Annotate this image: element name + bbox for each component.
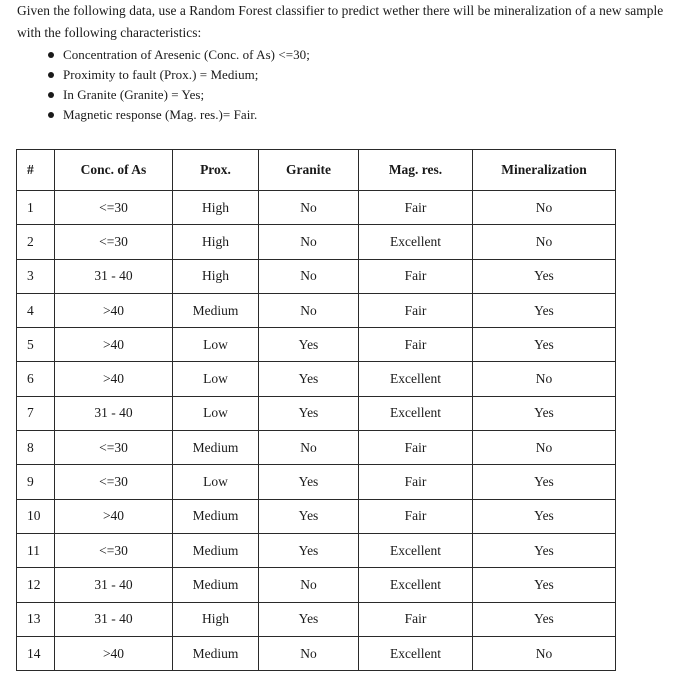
table-cell: >40 <box>55 328 173 362</box>
table-row <box>17 362 616 396</box>
table-cell: Low <box>173 396 259 430</box>
table-cell: Yes <box>473 499 616 533</box>
table-cell: No <box>473 362 616 396</box>
table-cell: Medium <box>173 568 259 602</box>
table-cell: 13 <box>17 602 55 636</box>
table-cell: Fair <box>359 293 473 327</box>
table-cell: 9 <box>17 465 55 499</box>
bullet-item: Magnetic response (Mag. res.)= Fair. <box>48 105 685 125</box>
header-cell: Mineralization <box>473 150 616 191</box>
table-cell: 31 - 40 <box>55 568 173 602</box>
table-row <box>17 499 616 533</box>
table-cell: 3 <box>17 259 55 293</box>
table-cell: No <box>259 293 359 327</box>
table-cell: Yes <box>473 465 616 499</box>
table-cell: 2 <box>17 225 55 259</box>
table-cell: Excellent <box>359 636 473 670</box>
table-cell: Medium <box>173 293 259 327</box>
table-cell: Excellent <box>359 362 473 396</box>
table-cell: No <box>473 636 616 670</box>
table-cell: Medium <box>173 636 259 670</box>
table-cell: Yes <box>473 328 616 362</box>
table-cell: Low <box>173 362 259 396</box>
table-row <box>17 465 616 499</box>
table-cell: 11 <box>17 533 55 567</box>
table-cell: No <box>473 225 616 259</box>
table-cell: 4 <box>17 293 55 327</box>
table-cell: Excellent <box>359 396 473 430</box>
table-cell: Yes <box>473 568 616 602</box>
table-cell: >40 <box>55 362 173 396</box>
table-body <box>17 191 616 671</box>
table-row <box>17 602 616 636</box>
table-cell: 14 <box>17 636 55 670</box>
table-cell: Yes <box>473 533 616 567</box>
table-cell: >40 <box>55 636 173 670</box>
table-cell: High <box>173 259 259 293</box>
table-cell: Fair <box>359 259 473 293</box>
table-row <box>17 293 616 327</box>
table-cell: High <box>173 225 259 259</box>
header-cell: Conc. of As <box>55 150 173 191</box>
table-cell: No <box>259 636 359 670</box>
table-cell: Excellent <box>359 568 473 602</box>
table-cell: No <box>473 191 616 225</box>
table-cell: 31 - 40 <box>55 259 173 293</box>
table-row <box>17 396 616 430</box>
table-cell: No <box>259 225 359 259</box>
data-table <box>16 149 616 671</box>
intro-paragraph: Given the following data, use a Random Forest classifier to predict wether there will be mineralization of a new sample with the following characteristics: <box>17 3 664 40</box>
table-cell: Fair <box>359 499 473 533</box>
table-cell: Fair <box>359 465 473 499</box>
table-cell: 6 <box>17 362 55 396</box>
table-row <box>17 568 616 602</box>
table-cell: 7 <box>17 396 55 430</box>
table-row <box>17 328 616 362</box>
table-cell: Low <box>173 465 259 499</box>
table-cell: 1 <box>17 191 55 225</box>
table-cell: Fair <box>359 191 473 225</box>
table-cell: >40 <box>55 293 173 327</box>
characteristics-list <box>17 45 685 125</box>
table-cell: Yes <box>259 328 359 362</box>
bullet-item: In Granite (Granite) = Yes; <box>48 85 685 105</box>
table-cell: Yes <box>473 259 616 293</box>
table-cell: <=30 <box>55 533 173 567</box>
table-cell: Excellent <box>359 225 473 259</box>
table-cell: Yes <box>473 396 616 430</box>
table-header-row <box>17 150 616 191</box>
header-cell: Prox. <box>173 150 259 191</box>
table-cell: <=30 <box>55 225 173 259</box>
table-cell: 10 <box>17 499 55 533</box>
table-cell: Yes <box>473 602 616 636</box>
table-cell: Yes <box>259 602 359 636</box>
table-row <box>17 259 616 293</box>
table-cell: Yes <box>259 465 359 499</box>
table-row <box>17 431 616 465</box>
table-cell: Medium <box>173 499 259 533</box>
table-row <box>17 225 616 259</box>
table-cell: 31 - 40 <box>55 602 173 636</box>
table-cell: No <box>259 568 359 602</box>
table-cell: No <box>259 191 359 225</box>
table-cell: Fair <box>359 602 473 636</box>
table-cell: Medium <box>173 431 259 465</box>
table-cell: Medium <box>173 533 259 567</box>
table-cell: Yes <box>259 533 359 567</box>
table-cell: High <box>173 602 259 636</box>
table-cell: No <box>259 259 359 293</box>
table-row <box>17 636 616 670</box>
table-row <box>17 191 616 225</box>
table-cell: Yes <box>259 362 359 396</box>
table-cell: 8 <box>17 431 55 465</box>
table-cell: <=30 <box>55 465 173 499</box>
question-text <box>17 0 685 125</box>
table-cell: <=30 <box>55 431 173 465</box>
table-cell: Yes <box>473 293 616 327</box>
table-cell: No <box>473 431 616 465</box>
table-cell: No <box>259 431 359 465</box>
header-cell: Mag. res. <box>359 150 473 191</box>
table-cell: Fair <box>359 431 473 465</box>
table-row <box>17 533 616 567</box>
table-cell: High <box>173 191 259 225</box>
table-cell: <=30 <box>55 191 173 225</box>
table-cell: 31 - 40 <box>55 396 173 430</box>
table-cell: Excellent <box>359 533 473 567</box>
bullet-item: Proximity to fault (Prox.) = Medium; <box>48 65 685 85</box>
table-cell: Yes <box>259 396 359 430</box>
header-cell: # <box>17 150 55 191</box>
table-cell: Fair <box>359 328 473 362</box>
table-cell: 5 <box>17 328 55 362</box>
header-cell: Granite <box>259 150 359 191</box>
table-cell: 12 <box>17 568 55 602</box>
table-cell: Low <box>173 328 259 362</box>
table-cell: Yes <box>259 499 359 533</box>
table-cell: >40 <box>55 499 173 533</box>
bullet-item: Concentration of Aresenic (Conc. of As) <=30; <box>48 45 685 65</box>
